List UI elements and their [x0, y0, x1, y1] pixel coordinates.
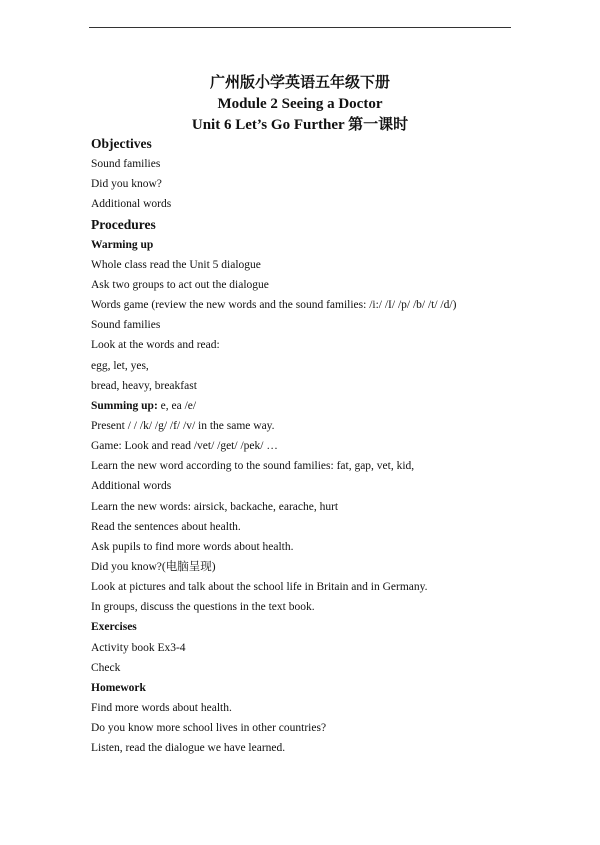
- procedure-line: Ask pupils to find more words about health.: [91, 540, 294, 553]
- homework-line: Find more words about health.: [91, 701, 232, 714]
- homework-line: Listen, read the dialogue we have learned.: [91, 742, 286, 755]
- procedure-line: Sound families: [91, 319, 161, 332]
- procedure-line: Words game (review the new words and the sound families: /i:/ /I/ /p/ /b/ /t/ /d/): [91, 299, 457, 312]
- exercise-line: Activity book Ex3-4: [91, 641, 186, 654]
- objective-item: Additional words: [91, 198, 172, 211]
- procedures-heading: Procedures: [91, 216, 156, 232]
- procedure-line: Whole class read the Unit 5 dialogue: [91, 258, 261, 271]
- exercises-heading: Exercises: [91, 621, 137, 634]
- objective-item: Did you know?: [91, 178, 162, 191]
- lesson-plan-body: [91, 134, 551, 758]
- summing-up-value: e, ea /e/: [157, 399, 197, 412]
- procedure-line: Look at the words and read:: [91, 339, 220, 352]
- summing-up-label: Summing up:: [91, 399, 158, 412]
- objective-item: Sound families: [91, 158, 161, 171]
- procedure-line: Look at pictures and talk about the school life in Britain and in Germany.: [91, 581, 428, 594]
- title-unit: Unit 6 Let’s Go Further 第一课时: [191, 117, 409, 133]
- objectives-heading: Objectives: [91, 136, 152, 151]
- warming-up-heading: Warming up: [91, 238, 154, 251]
- procedure-line: bread, heavy, breakfast: [91, 379, 197, 392]
- procedure-line: Learn the new words: airsick, backache, earache, hurt: [91, 500, 339, 513]
- homework-heading: Homework: [91, 681, 146, 694]
- homework-line: Do you know more school lives in other countries?: [91, 722, 327, 735]
- title-chinese: 广州版小学英语五年级下册: [209, 75, 390, 91]
- title-module: Module 2 Seeing a Doctor: [217, 96, 383, 112]
- procedure-line: In groups, discuss the questions in the text book.: [91, 601, 315, 614]
- summing-up-line: [91, 396, 551, 416]
- document-title-block: [0, 73, 600, 136]
- procedure-line: Present / / /k/ /g/ /f/ /v/ in the same way.: [91, 419, 275, 432]
- header-rule: [89, 27, 511, 28]
- procedure-line: Game: Look and read /vet/ /get/ /pek/ …: [91, 440, 278, 453]
- procedure-line: Learn the new word according to the sound families: fat, gap, vet, kid,: [91, 460, 415, 473]
- procedure-line: Read the sentences about health.: [91, 520, 241, 533]
- procedure-line: Ask two groups to act out the dialogue: [91, 278, 269, 291]
- procedure-line: Did you know?(电脑呈现): [91, 560, 216, 573]
- procedure-line: egg, let, yes,: [91, 359, 149, 372]
- procedure-line: Additional words: [91, 480, 172, 493]
- exercise-line: Check: [91, 661, 121, 674]
